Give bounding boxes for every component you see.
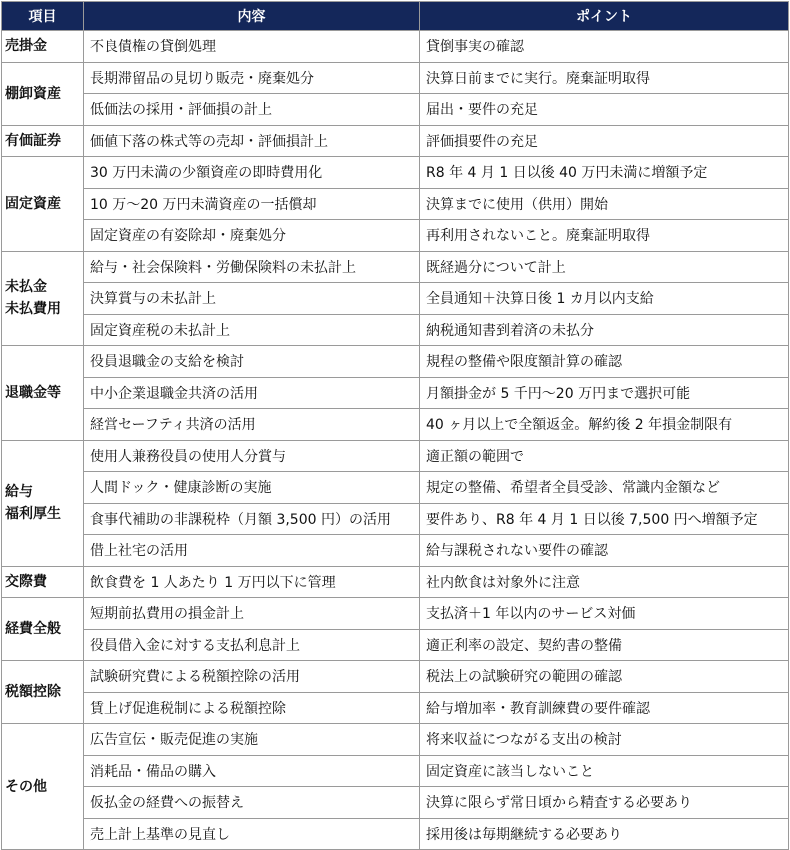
table-row — [2, 346, 789, 378]
point-cell: 届出・要件の充足 — [420, 94, 789, 126]
point-cell: 決算までに使用（供用）開始 — [420, 188, 789, 220]
header-point: ポイント — [420, 2, 789, 31]
category-label: 売掛金 — [5, 38, 47, 55]
table-row — [2, 598, 789, 630]
content-cell: 試験研究費による税額控除の活用 — [84, 661, 420, 693]
table-row — [2, 787, 789, 819]
point-cell: 40 ヶ月以上で全額返金。解約後 2 年損金制限有 — [420, 409, 789, 441]
category-cell — [2, 440, 84, 566]
table-row — [2, 472, 789, 504]
table-row — [2, 125, 789, 157]
table-row — [2, 818, 789, 850]
content-cell: 10 万～20 万円未満資産の一括償却 — [84, 188, 420, 220]
table-row — [2, 62, 789, 94]
table-row — [2, 755, 789, 787]
content-cell: 賃上げ促進税制による税額控除 — [84, 692, 420, 724]
table-row — [2, 251, 789, 283]
content-cell: 消耗品・備品の購入 — [84, 755, 420, 787]
category-label: 固定資産 — [5, 195, 61, 212]
category-cell — [2, 566, 84, 598]
header-item: 項目 — [2, 2, 84, 31]
point-cell: 決算に限らず常日頃から精査する必要あり — [420, 787, 789, 819]
content-cell: 借上社宅の活用 — [84, 535, 420, 567]
content-cell: 不良債権の貸倒処理 — [84, 31, 420, 63]
category-cell — [2, 724, 84, 850]
content-cell: 短期前払費用の損金計上 — [84, 598, 420, 630]
point-cell: 給与課税されない要件の確認 — [420, 535, 789, 567]
category-label: 未払費用 — [5, 301, 61, 318]
table-row — [2, 157, 789, 189]
point-cell: 規定の整備、希望者全員受診、常識内金額など — [420, 472, 789, 504]
category-cell — [2, 598, 84, 661]
category-cell — [2, 157, 84, 252]
point-cell: R8 年 4 月 1 日以後 40 万円未満に増額予定 — [420, 157, 789, 189]
point-cell: 社内飲食は対象外に注意 — [420, 566, 789, 598]
table-row — [2, 724, 789, 756]
table-row — [2, 377, 789, 409]
category-label: その他 — [5, 778, 47, 795]
category-label: 福利厚生 — [5, 506, 61, 522]
point-cell: 適正利率の設定、契約書の整備 — [420, 629, 789, 661]
content-cell: 仮払金の経費への振替え — [84, 787, 420, 819]
content-cell: 役員退職金の支給を検討 — [84, 346, 420, 378]
table-row — [2, 409, 789, 441]
content-cell: 30 万円未満の少額資産の即時費用化 — [84, 157, 420, 189]
point-cell: 再利用されないこと。廃棄証明取得 — [420, 220, 789, 252]
category-label: 経費全般 — [5, 621, 61, 637]
header-row — [2, 2, 789, 31]
category-label: 交際費 — [5, 573, 47, 590]
content-cell: 役員借入金に対する支払利息計上 — [84, 629, 420, 661]
table-body — [2, 31, 789, 850]
content-cell: 給与・社会保険料・労働保険料の未払計上 — [84, 251, 420, 283]
category-label: 未払金 — [5, 279, 47, 296]
content-cell: 経営セーフティ共済の活用 — [84, 409, 420, 441]
content-cell: 売上計上基準の見直し — [84, 818, 420, 850]
table-row — [2, 31, 789, 63]
point-cell: 採用後は毎期継続する必要あり — [420, 818, 789, 850]
content-cell: 固定資産税の未払計上 — [84, 314, 420, 346]
point-cell: 適正額の範囲で — [420, 440, 789, 472]
category-cell — [2, 251, 84, 346]
table-row — [2, 692, 789, 724]
table-row — [2, 188, 789, 220]
content-cell: 中小企業退職金共済の活用 — [84, 377, 420, 409]
content-cell: 使用人兼務役員の使用人分賞与 — [84, 440, 420, 472]
content-cell: 長期滞留品の見切り販売・廃棄処分 — [84, 62, 420, 94]
table-row — [2, 94, 789, 126]
category-label: 税額控除 — [5, 684, 61, 700]
table-row — [2, 503, 789, 535]
point-cell: 要件あり、R8 年 4 月 1 日以後 7,500 円へ増額予定 — [420, 503, 789, 535]
category-label: 給与 — [5, 484, 33, 500]
point-cell: 月額掛金が 5 千円～20 万円まで選択可能 — [420, 377, 789, 409]
table-row — [2, 629, 789, 661]
point-cell: 税法上の試験研究の範囲の確認 — [420, 661, 789, 693]
content-cell: 価値下落の株式等の売却・評価損計上 — [84, 125, 420, 157]
point-cell: 支払済＋1 年以内のサービス対価 — [420, 598, 789, 630]
table-row — [2, 535, 789, 567]
point-cell: 固定資産に該当しないこと — [420, 755, 789, 787]
point-cell: 規程の整備や限度額計算の確認 — [420, 346, 789, 378]
point-cell: 既経過分について計上 — [420, 251, 789, 283]
table-row — [2, 220, 789, 252]
point-cell: 納税通知書到着済の未払分 — [420, 314, 789, 346]
point-cell: 評価損要件の充足 — [420, 125, 789, 157]
category-cell — [2, 31, 84, 63]
table-row — [2, 566, 789, 598]
header-content: 内容 — [84, 2, 420, 31]
category-cell — [2, 661, 84, 724]
point-cell: 貸倒事実の確認 — [420, 31, 789, 63]
table-row — [2, 283, 789, 315]
category-cell — [2, 125, 84, 157]
point-cell: 将来収益につながる支出の検討 — [420, 724, 789, 756]
table-row — [2, 440, 789, 472]
point-cell: 全員通知＋決算日後 1 カ月以内支給 — [420, 283, 789, 315]
table-row — [2, 661, 789, 693]
content-cell: 飲食費を 1 人あたり 1 万円以下に管理 — [84, 566, 420, 598]
point-cell: 決算日前までに実行。廃棄証明取得 — [420, 62, 789, 94]
category-label: 有価証券 — [5, 132, 61, 149]
tax-measures-table — [1, 1, 789, 850]
table-row — [2, 314, 789, 346]
point-cell: 給与増加率・教育訓練費の要件確認 — [420, 692, 789, 724]
category-cell — [2, 62, 84, 125]
content-cell: 固定資産の有姿除却・廃棄処分 — [84, 220, 420, 252]
content-cell: 広告宣伝・販売促進の実施 — [84, 724, 420, 756]
content-cell: 人間ドック・健康診断の実施 — [84, 472, 420, 504]
category-label: 棚卸資産 — [5, 85, 61, 102]
content-cell: 食事代補助の非課税枠（月額 3,500 円）の活用 — [84, 503, 420, 535]
content-cell: 決算賞与の未払計上 — [84, 283, 420, 315]
category-cell — [2, 346, 84, 441]
category-label: 退職金等 — [5, 384, 61, 401]
content-cell: 低価法の採用・評価損の計上 — [84, 94, 420, 126]
